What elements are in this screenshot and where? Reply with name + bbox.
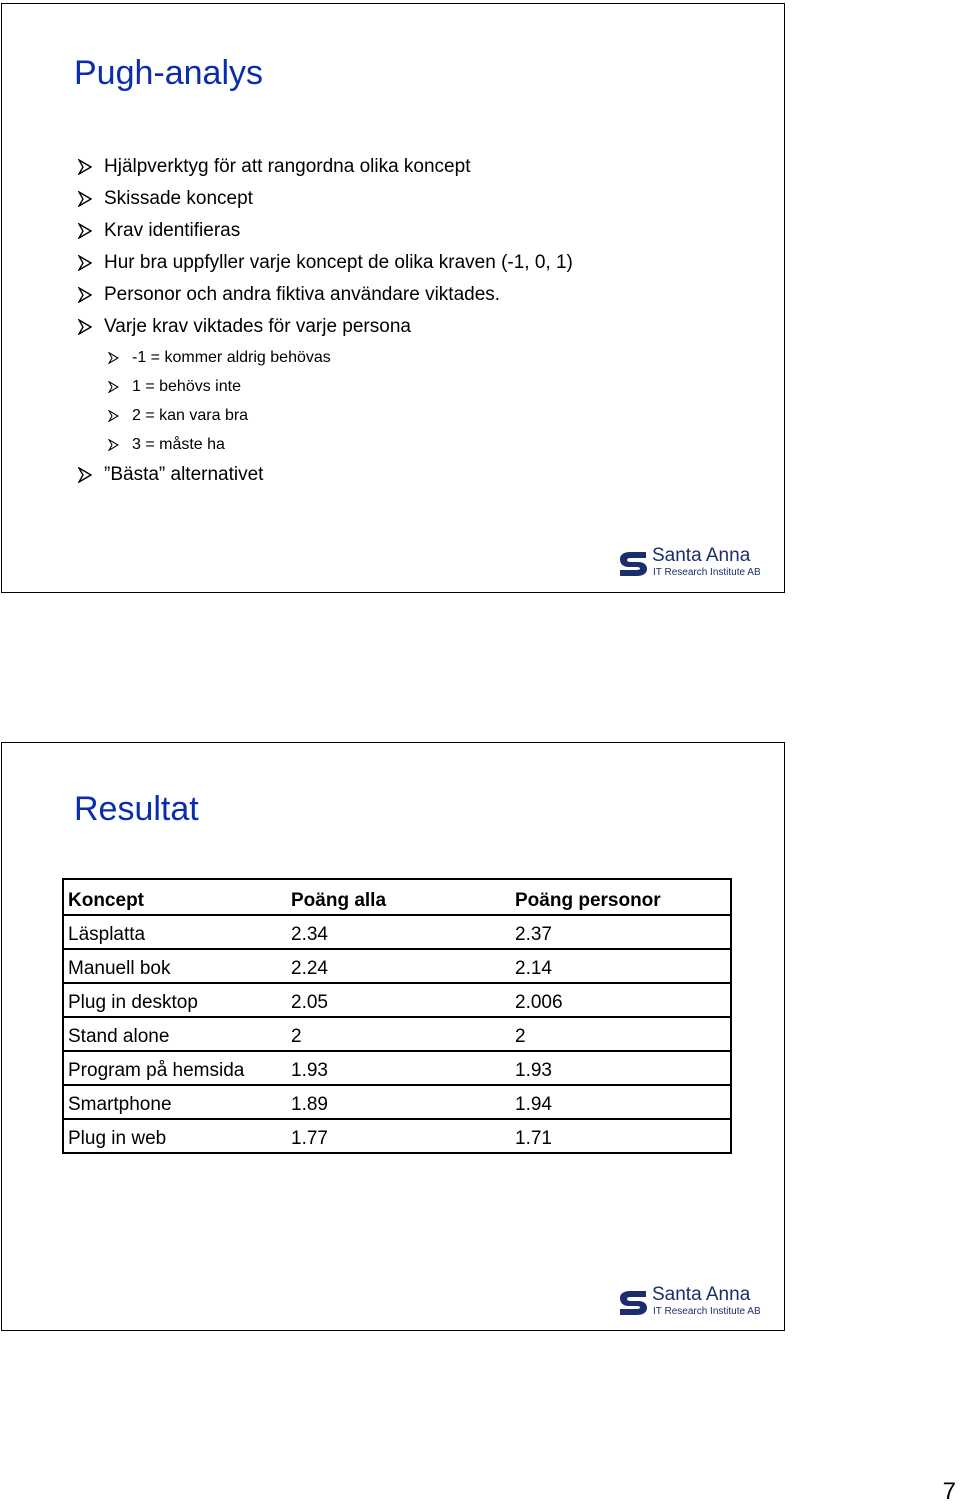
table-cell: Läsplatta xyxy=(63,915,287,949)
bullet-item xyxy=(78,311,573,343)
table-row xyxy=(63,983,731,1017)
bullet-item xyxy=(78,459,573,491)
logo-subtitle: IT Research Institute AB xyxy=(653,567,761,578)
table-row xyxy=(63,949,731,983)
table-cell: 2.05 xyxy=(287,983,511,1017)
santa-anna-logo xyxy=(598,1278,778,1326)
logo-name: Santa Anna xyxy=(652,545,751,566)
bullet-text: Hjälpverktyg för att rangordna olika koncept xyxy=(104,156,471,177)
table-header-row xyxy=(63,879,731,915)
table-row xyxy=(63,1017,731,1051)
sub-bullet-item xyxy=(78,430,573,459)
results-table xyxy=(62,878,732,1154)
bullet-text: 3 = måste ha xyxy=(132,436,225,453)
bullet-text: Krav identifieras xyxy=(104,220,241,241)
bullet-item xyxy=(78,247,573,279)
sub-bullet-item xyxy=(78,372,573,401)
bullet-text: Varje krav viktades för varje persona xyxy=(104,316,411,337)
table-header-cell: Koncept xyxy=(63,879,287,915)
slide-pugh-analys xyxy=(1,3,785,593)
bullet-text: Hur bra uppfyller varje koncept de olika kraven (-1, 0, 1) xyxy=(104,252,573,273)
bullet-item xyxy=(78,151,573,183)
table-row xyxy=(63,915,731,949)
table-row xyxy=(63,1085,731,1119)
table-cell: 1.93 xyxy=(511,1051,731,1085)
table-cell: 2.37 xyxy=(511,915,731,949)
bullet-list xyxy=(78,151,573,491)
bullet-item xyxy=(78,183,573,215)
arrow-bullet-icon xyxy=(78,319,92,335)
bullet-item xyxy=(78,279,573,311)
table-cell: 1.93 xyxy=(287,1051,511,1085)
arrow-bullet-icon xyxy=(78,223,92,239)
sub-bullet-item xyxy=(78,343,573,372)
bullet-text: ”Bästa” alternativet xyxy=(104,464,264,485)
table-cell: 1.89 xyxy=(287,1085,511,1119)
table-cell: 2.24 xyxy=(287,949,511,983)
bullet-text: 1 = behövs inte xyxy=(132,378,241,395)
bullet-text: -1 = kommer aldrig behövas xyxy=(132,349,331,366)
table-cell: Manuell bok xyxy=(63,949,287,983)
bullet-item xyxy=(78,215,573,247)
sub-bullet-item xyxy=(78,401,573,430)
santa-anna-logo-icon xyxy=(618,1290,648,1316)
santa-anna-logo xyxy=(598,539,778,587)
arrow-bullet-icon xyxy=(108,381,119,393)
bullet-text: Personor och andra fiktiva användare viktades. xyxy=(104,284,501,305)
page-number: 7 xyxy=(942,1478,956,1505)
table-cell: Plug in web xyxy=(63,1119,287,1153)
table-cell: 2 xyxy=(511,1017,731,1051)
table-cell: 2.34 xyxy=(287,915,511,949)
table-header-cell: Poäng personor xyxy=(511,879,731,915)
arrow-bullet-icon xyxy=(78,159,92,175)
slide-resultat xyxy=(1,742,785,1331)
table-cell: 2 xyxy=(287,1017,511,1051)
table-cell: Program på hemsida xyxy=(63,1051,287,1085)
slide-title: Pugh-analys xyxy=(74,54,264,92)
arrow-bullet-icon xyxy=(78,255,92,271)
logo-name: Santa Anna xyxy=(652,1284,751,1305)
table-cell: 2.14 xyxy=(511,949,731,983)
arrow-bullet-icon xyxy=(78,191,92,207)
table-cell: 2.006 xyxy=(511,983,731,1017)
table-cell: Smartphone xyxy=(63,1085,287,1119)
slide-title: Resultat xyxy=(74,790,199,828)
table-cell: Stand alone xyxy=(63,1017,287,1051)
table-cell: 1.94 xyxy=(511,1085,731,1119)
table-row xyxy=(63,1051,731,1085)
arrow-bullet-icon xyxy=(78,467,92,483)
arrow-bullet-icon xyxy=(78,287,92,303)
results-table-body xyxy=(63,915,731,1153)
table-cell: Plug in desktop xyxy=(63,983,287,1017)
table-row xyxy=(63,1119,731,1153)
bullet-text: 2 = kan vara bra xyxy=(132,407,249,424)
bullet-text: Skissade koncept xyxy=(104,188,253,209)
logo-subtitle: IT Research Institute AB xyxy=(653,1306,761,1317)
arrow-bullet-icon xyxy=(108,352,119,364)
arrow-bullet-icon xyxy=(108,439,119,451)
santa-anna-logo-icon xyxy=(618,551,648,577)
table-cell: 1.71 xyxy=(511,1119,731,1153)
arrow-bullet-icon xyxy=(108,410,119,422)
table-header-cell: Poäng alla xyxy=(287,879,511,915)
table-cell: 1.77 xyxy=(287,1119,511,1153)
